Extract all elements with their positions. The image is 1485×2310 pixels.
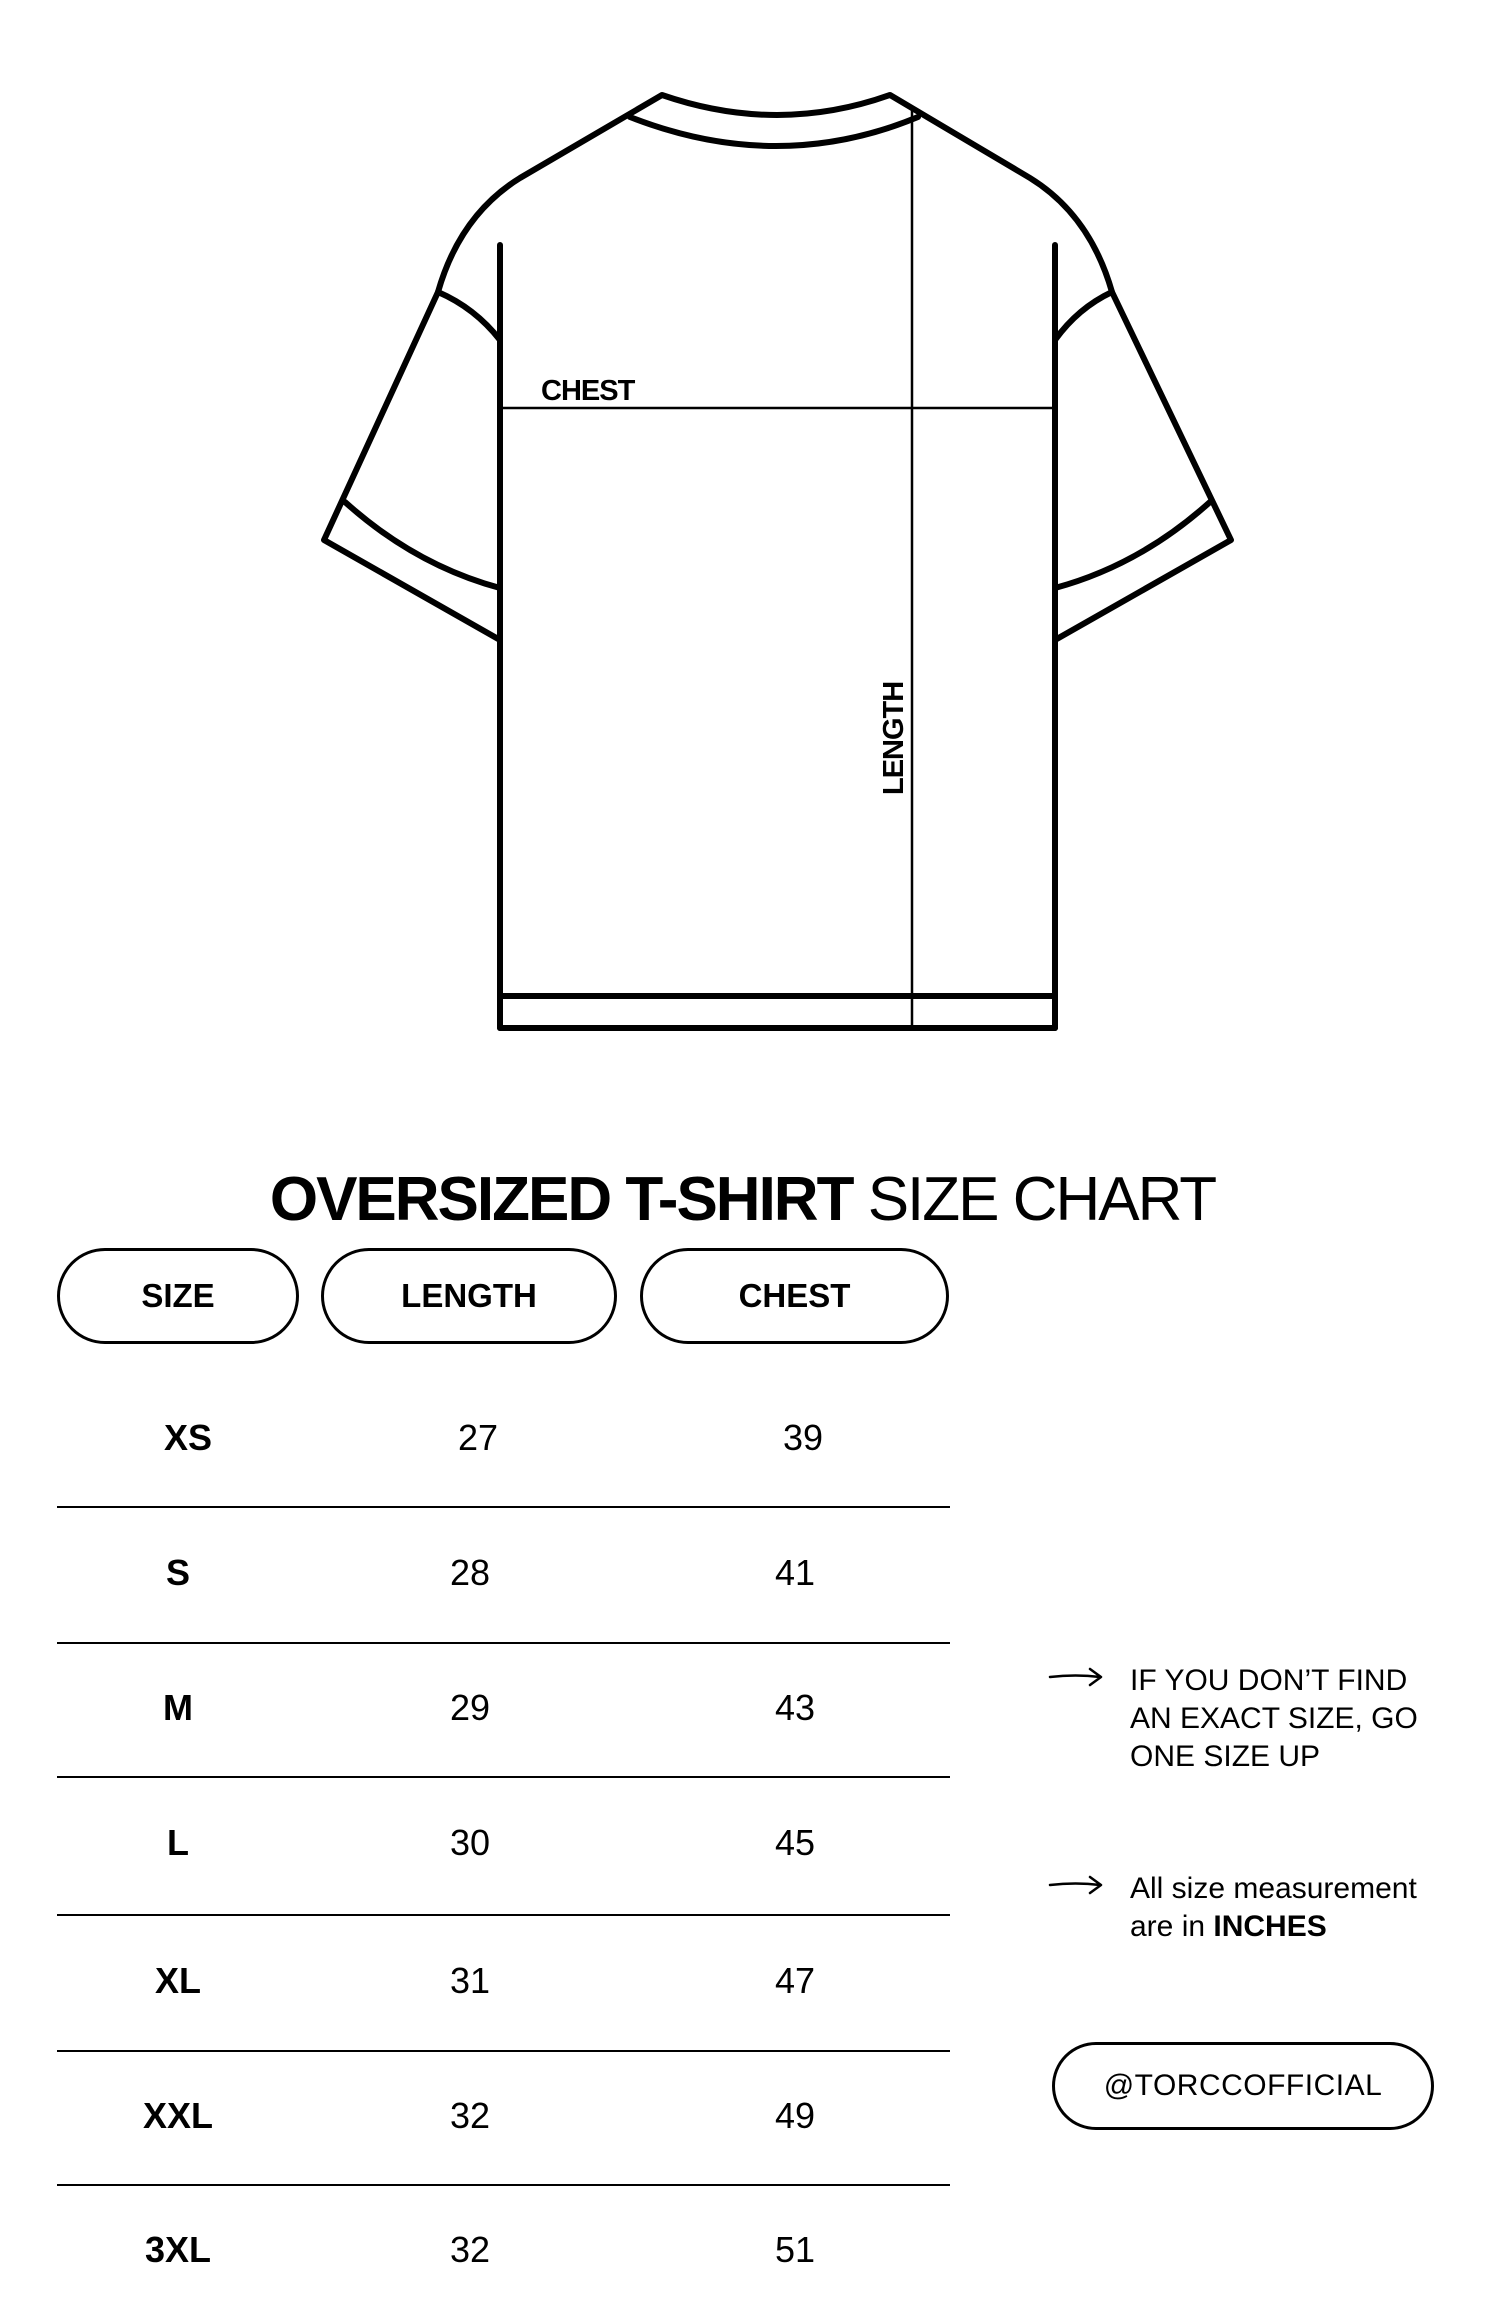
- row-3xl-length: 32: [449, 2229, 491, 2270]
- right-sleeve-cuff: [1055, 502, 1210, 588]
- row-divider: [57, 1506, 950, 1508]
- fit-tip-text: [1130, 1662, 1485, 1776]
- units-line-1: All size measurement: [1130, 1872, 1417, 1905]
- page-title: [0, 1160, 1485, 1240]
- left-sleeve-cuff: [345, 502, 500, 588]
- row-m-chest: 43: [774, 1687, 816, 1728]
- row-xxl-chest: 49: [774, 2095, 816, 2136]
- row-xs-size: XS: [163, 1417, 213, 1458]
- row-xl-chest: 47: [774, 1960, 816, 2001]
- row-divider: [57, 1642, 950, 1644]
- row-s-chest: 41: [774, 1552, 816, 1593]
- row-l-chest: 45: [774, 1822, 816, 1863]
- title-light: SIZE CHART: [867, 1165, 1216, 1234]
- shirt-collar: [630, 117, 918, 146]
- header-size: SIZE: [57, 1248, 299, 1344]
- row-divider: [57, 2184, 950, 2186]
- row-m-size: M: [163, 1687, 193, 1728]
- fit-tip-line: AN EXACT SIZE, GO: [1130, 1702, 1418, 1735]
- fit-tip-line: IF YOU DON’T FIND: [1130, 1664, 1408, 1697]
- row-s-size: S: [165, 1552, 190, 1593]
- left-armhole-seam: [438, 292, 500, 340]
- shirt-outline: [324, 95, 1231, 1028]
- row-xl-size: XL: [154, 1960, 201, 2001]
- chest-label: CHEST: [541, 375, 635, 407]
- social-handle[interactable]: @TORCCOFFICIAL: [1052, 2042, 1434, 2130]
- row-m-length: 29: [449, 1687, 491, 1728]
- row-xxl-length: 32: [449, 2095, 491, 2136]
- units-text: [1130, 1870, 1485, 1946]
- row-s-length: 28: [449, 1552, 491, 1593]
- row-xs-chest: 39: [782, 1417, 824, 1458]
- row-3xl-chest: 51: [774, 2229, 816, 2270]
- row-xxl-size: XXL: [142, 2095, 213, 2136]
- long-right-arrow-icon: [1048, 1662, 1104, 1692]
- units-line-2: [1130, 1908, 1485, 1946]
- tshirt-diagram: [0, 0, 1485, 1060]
- units-prefix: are in: [1130, 1910, 1206, 1943]
- units-note: [1048, 1870, 1468, 1950]
- row-l-size: L: [167, 1822, 189, 1863]
- header-length: LENGTH: [321, 1248, 617, 1344]
- row-divider: [57, 1776, 950, 1778]
- row-xs-length: 27: [457, 1417, 499, 1458]
- fit-tip-note: [1048, 1662, 1468, 1782]
- header-chest: CHEST: [640, 1248, 949, 1344]
- row-xl-length: 31: [449, 1960, 491, 2001]
- fit-tip-line: ONE SIZE UP: [1130, 1740, 1321, 1773]
- row-divider: [57, 2050, 950, 2052]
- units-unit: INCHES: [1213, 1910, 1327, 1943]
- length-label: LENGTH: [878, 681, 910, 795]
- right-armhole-seam: [1055, 292, 1112, 340]
- title-bold: OVERSIZED T-SHIRT: [269, 1165, 853, 1234]
- row-l-length: 30: [449, 1822, 491, 1863]
- row-divider: [57, 1914, 950, 1916]
- long-right-arrow-icon: [1048, 1870, 1104, 1900]
- row-3xl-size: 3XL: [144, 2229, 212, 2270]
